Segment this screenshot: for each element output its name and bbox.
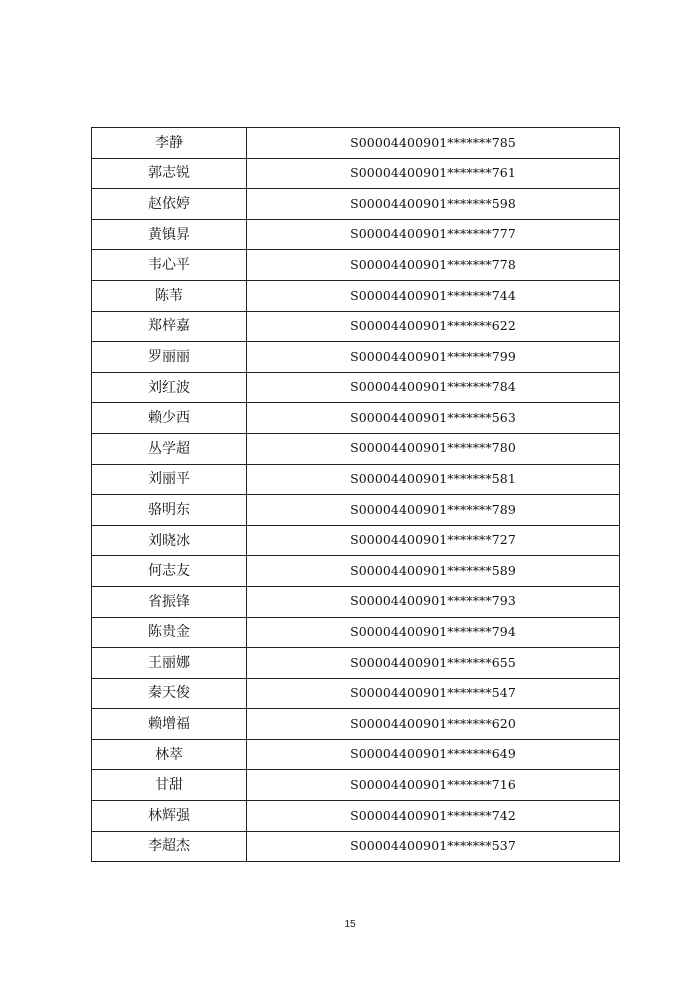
- certificate-number-cell: S00004400901*******622: [247, 311, 620, 342]
- name-cell: 罗丽丽: [92, 342, 247, 373]
- certificate-number-cell: S00004400901*******589: [247, 556, 620, 587]
- certificate-number-cell: S00004400901*******598: [247, 189, 620, 220]
- name-cell: 何志友: [92, 556, 247, 587]
- table-row: [92, 433, 620, 464]
- certificate-number-cell: S00004400901*******537: [247, 831, 620, 862]
- certificate-number-cell: S00004400901*******785: [247, 128, 620, 159]
- records-table: [91, 127, 620, 862]
- name-cell: 秦天俊: [92, 678, 247, 709]
- name-cell: 陈贵金: [92, 617, 247, 648]
- table-row: [92, 525, 620, 556]
- name-cell: 赖增福: [92, 709, 247, 740]
- table-row: [92, 280, 620, 311]
- name-cell: 赵依婷: [92, 189, 247, 220]
- table-row: [92, 158, 620, 189]
- table-row: [92, 372, 620, 403]
- table-row: [92, 464, 620, 495]
- certificate-number-cell: S00004400901*******794: [247, 617, 620, 648]
- certificate-number-cell: S00004400901*******777: [247, 219, 620, 250]
- table-row: [92, 801, 620, 832]
- table-row: [92, 678, 620, 709]
- name-cell: 李超杰: [92, 831, 247, 862]
- table-row: [92, 556, 620, 587]
- name-cell: 韦心平: [92, 250, 247, 281]
- table-row: [92, 495, 620, 526]
- certificate-number-cell: S00004400901*******655: [247, 648, 620, 679]
- certificate-number-cell: S00004400901*******744: [247, 280, 620, 311]
- name-cell: 陈苇: [92, 280, 247, 311]
- name-cell: 刘红波: [92, 372, 247, 403]
- certificate-number-cell: S00004400901*******716: [247, 770, 620, 801]
- table-row: [92, 219, 620, 250]
- name-cell: 林辉强: [92, 801, 247, 832]
- name-cell: 刘晓冰: [92, 525, 247, 556]
- name-cell: 丛学超: [92, 433, 247, 464]
- table-row: [92, 831, 620, 862]
- table-row: [92, 250, 620, 281]
- certificate-number-cell: S00004400901*******778: [247, 250, 620, 281]
- certificate-number-cell: S00004400901*******581: [247, 464, 620, 495]
- name-cell: 林萃: [92, 739, 247, 770]
- name-cell: 骆明东: [92, 495, 247, 526]
- table-row: [92, 617, 620, 648]
- name-cell: 甘甜: [92, 770, 247, 801]
- name-cell: 郑梓嘉: [92, 311, 247, 342]
- name-cell: 赖少西: [92, 403, 247, 434]
- table-row: [92, 586, 620, 617]
- certificate-number-cell: S00004400901*******780: [247, 433, 620, 464]
- certificate-number-cell: S00004400901*******784: [247, 372, 620, 403]
- table-row: [92, 128, 620, 159]
- certificate-number-cell: S00004400901*******761: [247, 158, 620, 189]
- name-cell: 郭志锐: [92, 158, 247, 189]
- name-cell: 王丽娜: [92, 648, 247, 679]
- table-row: [92, 770, 620, 801]
- name-cell: 省振锋: [92, 586, 247, 617]
- name-cell: 黄镇昇: [92, 219, 247, 250]
- table-row: [92, 403, 620, 434]
- certificate-number-cell: S00004400901*******727: [247, 525, 620, 556]
- certificate-number-cell: S00004400901*******620: [247, 709, 620, 740]
- certificate-number-cell: S00004400901*******789: [247, 495, 620, 526]
- name-cell: 李静: [92, 128, 247, 159]
- table-row: [92, 342, 620, 373]
- table-row: [92, 189, 620, 220]
- name-cell: 刘丽平: [92, 464, 247, 495]
- certificate-number-cell: S00004400901*******742: [247, 801, 620, 832]
- certificate-number-cell: S00004400901*******793: [247, 586, 620, 617]
- page-number: 15: [344, 919, 356, 930]
- records-table-body: [92, 128, 620, 862]
- certificate-number-cell: S00004400901*******547: [247, 678, 620, 709]
- certificate-number-cell: S00004400901*******799: [247, 342, 620, 373]
- certificate-number-cell: S00004400901*******563: [247, 403, 620, 434]
- table-row: [92, 311, 620, 342]
- table-row: [92, 648, 620, 679]
- table-row: [92, 739, 620, 770]
- certificate-number-cell: S00004400901*******649: [247, 739, 620, 770]
- table-row: [92, 709, 620, 740]
